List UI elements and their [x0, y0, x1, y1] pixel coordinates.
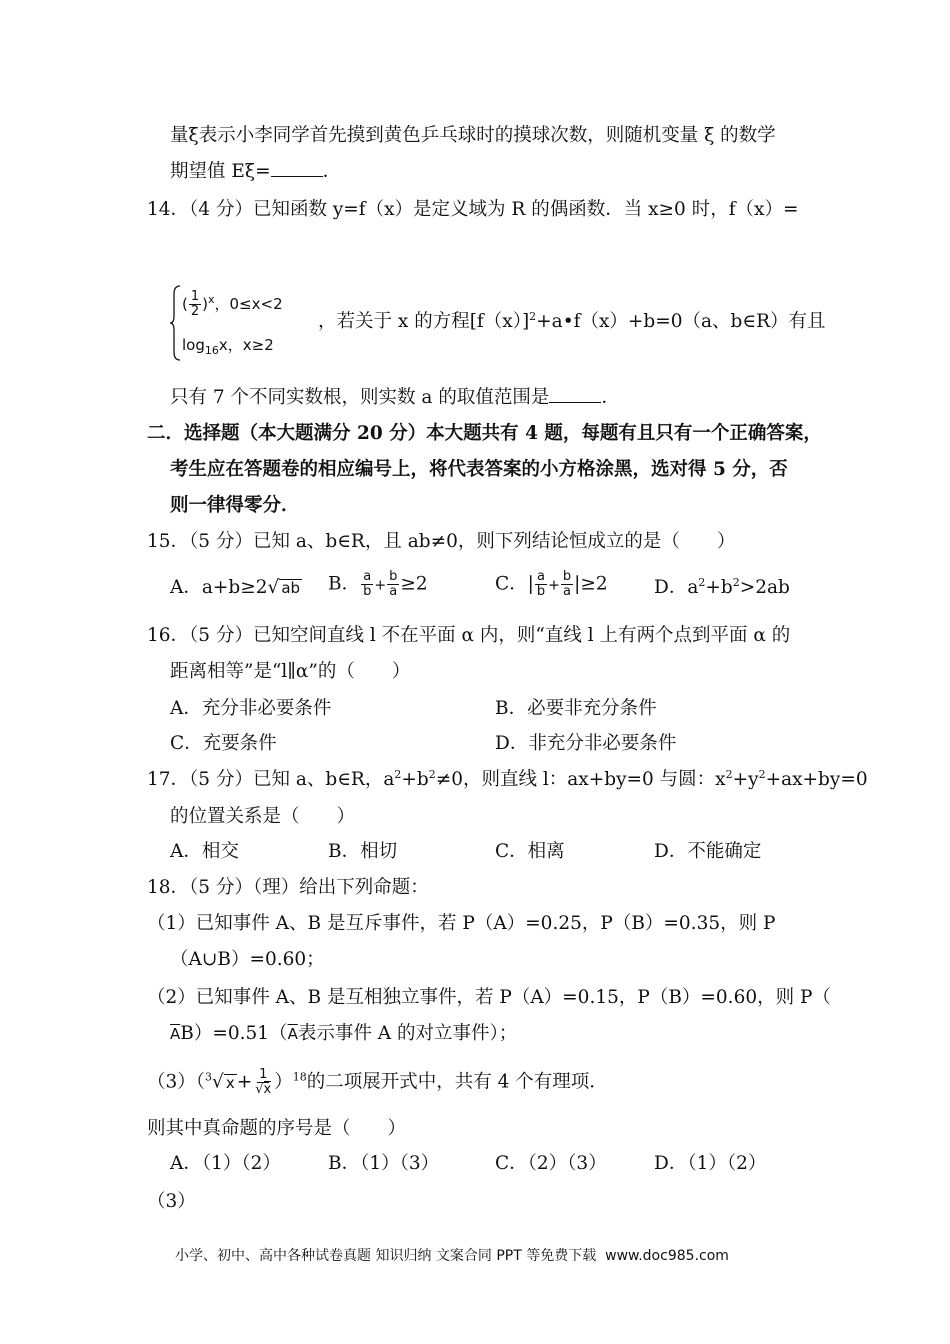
intro-line-1: 量ξ表示小李同学首先摸到黄色乒乓球时的摸球次数，则随机变量 ξ 的数学 [170, 125, 776, 146]
q17-option-b: B．相切 [328, 841, 398, 862]
intro-line-2-text: 期望值 Eξ= [170, 161, 271, 182]
q18-plus: + [236, 1071, 253, 1093]
intro-line-2-end: ． [322, 161, 342, 182]
q15-option-b [328, 570, 428, 599]
q17-mid2: ≠0，则直线 l：ax+by=0 与圆：x [435, 769, 726, 790]
q17-sup3: 2 [725, 767, 733, 781]
q15-c-label: C．| [495, 573, 534, 595]
q18-complement-a-2: $\overline{A}$ [287, 1025, 298, 1043]
q14-line-3-text: 只有 7 个不同实数根，则实数 a 的取值范围是 [170, 387, 550, 408]
sqrt-icon: √ [267, 577, 280, 598]
q15-option-c [495, 570, 608, 599]
q18-stem: 18．（5 分）（理）给出下列命题： [147, 877, 429, 898]
q17-pre: 17．（5 分）已知 a、b∈R，a [147, 769, 395, 790]
q15-b-num1: a [363, 569, 372, 584]
q18-option-a: A．（1）（2） [170, 1153, 281, 1174]
q14-frac-den: 2 [190, 304, 200, 319]
q15-b-den2: a [389, 584, 398, 599]
q14-line-3-end: ． [601, 387, 620, 408]
intro-line-2 [170, 160, 341, 184]
q16-option-a: A．充分非必要条件 [170, 698, 332, 719]
q15-d-post: >2ab [739, 577, 790, 598]
footer-text: 小学、初中、高中各种试卷真题 知识归纳 文案合同 PPT 等免费下载 [175, 1248, 597, 1264]
q14-cond-1: ，0≤x<2 [214, 295, 283, 313]
q14-line-1: 14．（4 分）已知函数 y=f（x）是定义域为 R 的偶函数．当 x≥0 时，f（x）= [147, 199, 799, 220]
q18-frac-num: 1 [259, 1067, 268, 1082]
q18-close: ） [274, 1071, 293, 1093]
q15-a-label: A．a+b≥2 [170, 577, 268, 598]
q15-b-den1: b [363, 584, 372, 599]
q18-prop-2-line-1: （2）已知事件 A、B 是互相独立事件，若 P（A）=0.15，P（B）=0.60，则 P（ [147, 987, 831, 1008]
q18-option-d-cont: （3） [147, 1191, 196, 1212]
q15-option-d [654, 576, 790, 600]
section-2-line-3: 则一律得零分． [170, 495, 300, 516]
q15-b-num2: b [389, 569, 398, 584]
q18-p2-mid: B）=0.51（ [180, 1023, 288, 1044]
q17-option-d: D．不能确定 [654, 841, 762, 862]
q18-prop-2-line-2 [170, 1022, 517, 1046]
q15-c-plus: + [548, 577, 560, 594]
q17-line-2: 的位置关系是（ ） [170, 806, 356, 827]
q14-after-post: +a•f（x）+b=0（a、b∈R）有且 [536, 311, 826, 332]
q18-root-index: 3 [205, 1070, 213, 1084]
q18-p3-post: 的二项展开式中，共有 4 个有理项． [306, 1071, 608, 1093]
q15-d-sup2: 2 [732, 575, 740, 589]
q14-cond-2: ，x≥2 [227, 336, 274, 354]
q15-a-radicand: ab [281, 579, 301, 597]
section-2-line-2: 考生应在答题卷的相应编号上，将代表答案的小方格涂黑，选对得 5 分，否 [170, 459, 788, 480]
q18-question: 则其中真命题的序号是（ ） [147, 1118, 407, 1139]
q14-piece-1: ( $\frac{1}{2}$ )$^x$，0≤x<2 [182, 289, 283, 319]
q17-post: +ax+by=0 [765, 769, 868, 790]
section-2-line-1: 二．选择题（本大题满分 20 分）本大题共有 4 题，每题有且只有一个正确答案， [147, 423, 822, 444]
q14-after-sup: 2 [529, 309, 537, 323]
q15-c-tail: |≥2 [574, 573, 608, 595]
q14-frac-num: 1 [190, 289, 200, 304]
q15-b-label: B． [328, 573, 361, 595]
q16-option-c: C．充要条件 [170, 733, 277, 754]
q17-mid: +b [401, 769, 429, 790]
q17-mid3: +y [732, 769, 759, 790]
q18-p2-post: 表示事件 A 的对立事件）； [297, 1023, 518, 1044]
page-footer [175, 1245, 729, 1265]
q15-c-den2: a [563, 584, 571, 599]
q15-d-pre: D．a [654, 577, 699, 598]
q14-after-pre: ，若关于 x 的方程[f（x）] [318, 311, 530, 332]
q14-piecewise [170, 284, 330, 362]
q18-prop-1-line-1: （1）已知事件 A、B 是互斥事件，若 P（A）=0.25，P（B）=0.35，则 P [147, 913, 776, 934]
q16-option-b: B．必要非充分条件 [495, 698, 657, 719]
q16-option-d: D．非充分非必要条件 [495, 733, 677, 754]
q17-sup1: 2 [394, 767, 402, 781]
q17-option-c: C．相离 [495, 841, 565, 862]
q15-option-a [170, 576, 302, 600]
q17-sup4: 2 [758, 767, 766, 781]
q15-d-sup1: 2 [698, 575, 706, 589]
q18-prop-3 [147, 1068, 608, 1097]
q18-exp: 18 [292, 1070, 307, 1084]
q15-b-tail: ≥2 [400, 573, 428, 595]
q16-line-1: 16．（5 分）已知空间直线 l 不在平面 α 内，则“直线 l 上有两个点到平面 α 的 [147, 625, 791, 646]
q15-c-den1: b [536, 584, 546, 599]
q14-fraction [189, 290, 201, 319]
q14-line-3 [170, 386, 620, 410]
q15-stem: 15．（5 分）已知 a、b∈R，且 ab≠0，则下列结论恒成立的是（ ） [147, 531, 736, 552]
q16-line-2: 距离相等”是“l∥α”的（ ） [170, 661, 411, 682]
answer-blank [549, 388, 601, 403]
q15-c-num2: b [562, 569, 572, 584]
q18-root-arg: x [225, 1073, 235, 1092]
q15-c-num1: a [537, 569, 545, 584]
cube-root-icon: √ [212, 1071, 224, 1093]
q15-d-mid: +b [705, 577, 733, 598]
left-brace-icon [170, 284, 182, 362]
sqrt-icon: √ [255, 1082, 264, 1097]
q18-option-d: D．（1）（2） [654, 1153, 767, 1174]
q18-option-b: B．（1）（3） [328, 1153, 440, 1174]
q15-b-plus: + [374, 577, 387, 594]
q18-complement-a: $\overline{A}$ [170, 1025, 181, 1043]
q17-line-1 [147, 768, 868, 792]
q14-after-piecewise [318, 310, 826, 334]
footer-link[interactable]: www.doc985.com [605, 1248, 729, 1264]
q18-prop-1-line-2: （A∪B）=0.60； [170, 949, 325, 970]
q14-log-base: 16 [204, 344, 219, 357]
q14-log: log [182, 336, 205, 354]
q18-p3-pre: （3）（ [147, 1071, 206, 1093]
q14-piece-2 [182, 334, 274, 355]
answer-blank [271, 162, 323, 177]
q14-log-arg: x [218, 336, 228, 354]
q17-option-a: A．相交 [170, 841, 239, 862]
q14-exp: x [208, 293, 215, 306]
q18-frac-den-arg: x [263, 1082, 272, 1097]
q17-sup2: 2 [428, 767, 436, 781]
q18-option-c: C．（2）（3） [495, 1153, 607, 1174]
